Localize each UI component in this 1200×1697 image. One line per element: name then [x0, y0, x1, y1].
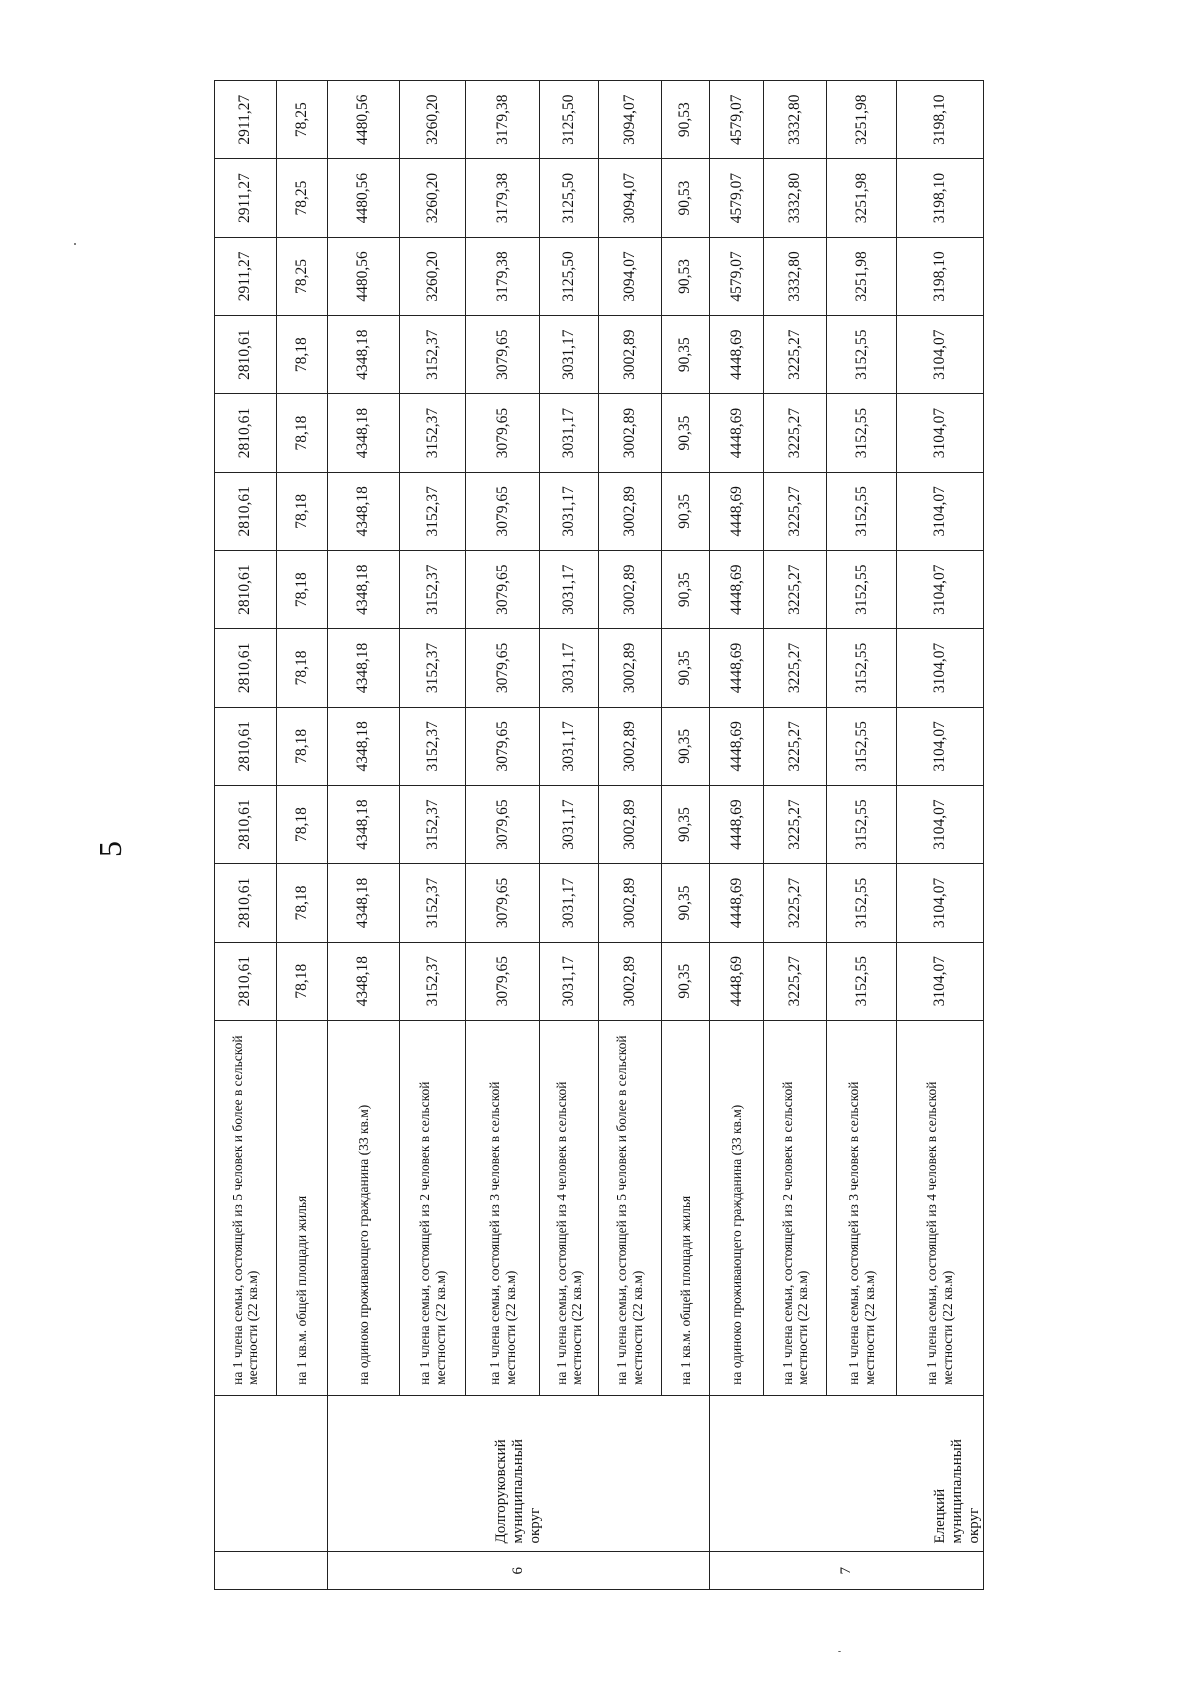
category-cell: на 1 члена семьи, состоящей из 3 человек в сельской местности (22 кв.м) [466, 1020, 540, 1395]
table-body [215, 81, 984, 1590]
value-cell: 2810,61 [215, 472, 277, 550]
table-row [661, 81, 709, 1590]
value-cell: 3225,27 [764, 550, 827, 628]
value-cell: 2911,27 [215, 81, 277, 159]
value-cell: 3079,65 [466, 550, 540, 628]
table-row [764, 81, 827, 1590]
value-cell: 3152,55 [827, 707, 897, 785]
value-cell: 3002,89 [598, 785, 661, 863]
district-cell [215, 1395, 328, 1552]
table-row [276, 81, 327, 1590]
table-row [709, 81, 763, 1590]
value-cell: 3031,17 [540, 942, 599, 1020]
table-row [896, 81, 983, 1590]
value-cell: 4480,56 [328, 81, 400, 159]
value-cell: 3225,27 [764, 707, 827, 785]
value-cell: 78,18 [276, 629, 327, 707]
value-cell: 3152,37 [399, 394, 465, 472]
value-cell: 3031,17 [540, 707, 599, 785]
value-cell: 4448,69 [709, 472, 763, 550]
value-cell: 78,25 [276, 237, 327, 315]
category-cell: на 1 кв.м. общей площади жилья [276, 1020, 327, 1395]
table-row [598, 81, 661, 1590]
district-cell: Долгоруковский муниципальный округ [328, 1395, 710, 1552]
value-cell: 2810,61 [215, 394, 277, 472]
value-cell: 3225,27 [764, 629, 827, 707]
value-cell: 3152,55 [827, 629, 897, 707]
value-cell: 2810,61 [215, 707, 277, 785]
value-cell: 3125,50 [540, 237, 599, 315]
value-cell: 90,35 [661, 785, 709, 863]
value-cell: 3225,27 [764, 316, 827, 394]
value-cell: 3104,07 [896, 394, 983, 472]
value-cell: 3002,89 [598, 394, 661, 472]
value-cell: 90,35 [661, 629, 709, 707]
value-cell: 78,18 [276, 864, 327, 942]
table-row [215, 81, 277, 1590]
value-cell: 2810,61 [215, 629, 277, 707]
value-cell: 3125,50 [540, 159, 599, 237]
value-cell: 3104,07 [896, 942, 983, 1020]
value-cell: 3079,65 [466, 942, 540, 1020]
value-cell: 3152,37 [399, 785, 465, 863]
row-number-cell [215, 1552, 328, 1590]
value-cell: 3104,07 [896, 550, 983, 628]
value-cell: 3002,89 [598, 316, 661, 394]
value-cell: 3031,17 [540, 472, 599, 550]
value-cell: 3152,55 [827, 864, 897, 942]
value-cell: 90,53 [661, 159, 709, 237]
value-cell: 3152,55 [827, 394, 897, 472]
page-number: 5 [92, 841, 128, 857]
table-row [399, 81, 465, 1590]
value-cell: 4348,18 [328, 707, 400, 785]
value-cell: 3031,17 [540, 864, 599, 942]
value-cell: 3179,38 [466, 159, 540, 237]
value-cell: 3002,89 [598, 864, 661, 942]
value-cell: 78,18 [276, 550, 327, 628]
value-cell: 3251,98 [827, 237, 897, 315]
value-cell: 3152,37 [399, 316, 465, 394]
value-cell: 3002,89 [598, 707, 661, 785]
value-cell: 4579,07 [709, 81, 763, 159]
value-cell: 3251,98 [827, 81, 897, 159]
value-cell: 2810,61 [215, 316, 277, 394]
value-cell: 4448,69 [709, 629, 763, 707]
value-cell: 78,25 [276, 81, 327, 159]
row-number-cell: 7 [709, 1552, 983, 1590]
value-cell: 3332,80 [764, 81, 827, 159]
value-cell: 4448,69 [709, 550, 763, 628]
category-cell: на 1 члена семьи, состоящей из 2 человек в сельской местности (22 кв.м) [764, 1020, 827, 1395]
value-cell: 4348,18 [328, 472, 400, 550]
value-cell: 3002,89 [598, 629, 661, 707]
value-cell: 4348,18 [328, 785, 400, 863]
value-cell: 90,35 [661, 316, 709, 394]
value-cell: 3079,65 [466, 394, 540, 472]
value-cell: 3031,17 [540, 629, 599, 707]
value-cell: 4448,69 [709, 316, 763, 394]
value-cell: 3031,17 [540, 550, 599, 628]
value-cell: 3332,80 [764, 237, 827, 315]
value-cell: 3152,37 [399, 550, 465, 628]
value-cell: 3104,07 [896, 316, 983, 394]
value-cell: 3152,55 [827, 316, 897, 394]
value-cell: 3225,27 [764, 472, 827, 550]
value-cell: 3198,10 [896, 237, 983, 315]
value-cell: 3251,98 [827, 159, 897, 237]
value-cell: 78,18 [276, 707, 327, 785]
value-cell: 3179,38 [466, 237, 540, 315]
value-cell: 3198,10 [896, 159, 983, 237]
value-cell: 3225,27 [764, 864, 827, 942]
value-cell: 4448,69 [709, 785, 763, 863]
value-cell: 4448,69 [709, 864, 763, 942]
value-cell: 3079,65 [466, 785, 540, 863]
value-cell: 2810,61 [215, 550, 277, 628]
category-cell: на 1 кв.м. общей площади жилья [661, 1020, 709, 1395]
value-cell: 78,18 [276, 472, 327, 550]
value-cell: 3198,10 [896, 81, 983, 159]
value-cell: 4348,18 [328, 394, 400, 472]
rates-table [214, 80, 984, 1590]
value-cell: 4480,56 [328, 237, 400, 315]
value-cell: 4579,07 [709, 159, 763, 237]
value-cell: 3125,50 [540, 81, 599, 159]
value-cell: 3225,27 [764, 785, 827, 863]
value-cell: 2911,27 [215, 237, 277, 315]
value-cell: 90,35 [661, 942, 709, 1020]
table-row [827, 81, 897, 1590]
table-row [540, 81, 599, 1590]
value-cell: 3031,17 [540, 785, 599, 863]
value-cell: 3031,17 [540, 316, 599, 394]
category-cell: на 1 члена семьи, состоящей из 2 человек в сельской местности (22 кв.м) [399, 1020, 465, 1395]
category-cell: на одиноко проживающего гражданина (33 кв.м) [328, 1020, 400, 1395]
value-cell: 4348,18 [328, 864, 400, 942]
value-cell: 3152,37 [399, 864, 465, 942]
value-cell: 3152,55 [827, 472, 897, 550]
table-row [328, 81, 400, 1590]
value-cell: 78,18 [276, 316, 327, 394]
value-cell: 3002,89 [598, 472, 661, 550]
value-cell: 90,35 [661, 864, 709, 942]
value-cell: 3104,07 [896, 629, 983, 707]
value-cell: 3079,65 [466, 864, 540, 942]
category-cell: на 1 члена семьи, состоящей из 4 человек в сельской местности (22 кв.м) [896, 1020, 983, 1395]
value-cell: 4348,18 [328, 550, 400, 628]
value-cell: 78,25 [276, 159, 327, 237]
value-cell: 4448,69 [709, 394, 763, 472]
value-cell: 3179,38 [466, 81, 540, 159]
value-cell: 4448,69 [709, 942, 763, 1020]
value-cell: 4579,07 [709, 237, 763, 315]
value-cell: 3079,65 [466, 629, 540, 707]
value-cell: 3152,37 [399, 629, 465, 707]
table-row [466, 81, 540, 1590]
value-cell: 90,35 [661, 394, 709, 472]
value-cell: 90,35 [661, 472, 709, 550]
category-cell: на 1 члена семьи, состоящей из 5 человек и более в сельской местности (22 кв.м) [215, 1020, 277, 1395]
value-cell: 90,35 [661, 550, 709, 628]
value-cell: 3225,27 [764, 942, 827, 1020]
category-cell: на одиноко проживающего гражданина (33 кв.м) [709, 1020, 763, 1395]
value-cell: 3104,07 [896, 707, 983, 785]
category-cell: на 1 члена семьи, состоящей из 4 человек в сельской местности (22 кв.м) [540, 1020, 599, 1395]
value-cell: 90,53 [661, 237, 709, 315]
value-cell: 3260,20 [399, 81, 465, 159]
row-number-cell: 6 [328, 1552, 710, 1590]
category-cell: на 1 члена семьи, состоящей из 3 человек в сельской местности (22 кв.м) [827, 1020, 897, 1395]
value-cell: 3104,07 [896, 472, 983, 550]
value-cell: 3152,37 [399, 472, 465, 550]
value-cell: 2810,61 [215, 864, 277, 942]
value-cell: 78,18 [276, 942, 327, 1020]
value-cell: 3260,20 [399, 237, 465, 315]
value-cell: 3225,27 [764, 394, 827, 472]
category-cell: на 1 члена семьи, состоящей из 5 человек и более в сельской местности (22 кв.м) [598, 1020, 661, 1395]
rotated-table-wrapper [214, 80, 984, 1590]
value-cell: 78,18 [276, 394, 327, 472]
value-cell: 4348,18 [328, 316, 400, 394]
value-cell: 78,18 [276, 785, 327, 863]
value-cell: 2911,27 [215, 159, 277, 237]
value-cell: 90,53 [661, 81, 709, 159]
value-cell: 3152,55 [827, 550, 897, 628]
value-cell: 3079,65 [466, 472, 540, 550]
value-cell: 2810,61 [215, 942, 277, 1020]
value-cell: 3002,89 [598, 942, 661, 1020]
value-cell: 4448,69 [709, 707, 763, 785]
value-cell: 2810,61 [215, 785, 277, 863]
value-cell: 3104,07 [896, 864, 983, 942]
value-cell: 3104,07 [896, 785, 983, 863]
value-cell: 3079,65 [466, 316, 540, 394]
value-cell: 3152,55 [827, 785, 897, 863]
value-cell: 3079,65 [466, 707, 540, 785]
value-cell: 3152,37 [399, 942, 465, 1020]
district-cell: Елецкий муниципальный округ [709, 1395, 983, 1552]
value-cell: 3031,17 [540, 394, 599, 472]
value-cell: 4480,56 [328, 159, 400, 237]
value-cell: 3094,07 [598, 159, 661, 237]
value-cell: 3094,07 [598, 81, 661, 159]
value-cell: 4348,18 [328, 942, 400, 1020]
value-cell: 3332,80 [764, 159, 827, 237]
value-cell: 3260,20 [399, 159, 465, 237]
scan-speck [838, 1651, 841, 1652]
value-cell: 90,35 [661, 707, 709, 785]
scan-speck [74, 243, 76, 245]
value-cell: 3152,37 [399, 707, 465, 785]
value-cell: 3094,07 [598, 237, 661, 315]
value-cell: 3152,55 [827, 942, 897, 1020]
value-cell: 3002,89 [598, 550, 661, 628]
value-cell: 4348,18 [328, 629, 400, 707]
